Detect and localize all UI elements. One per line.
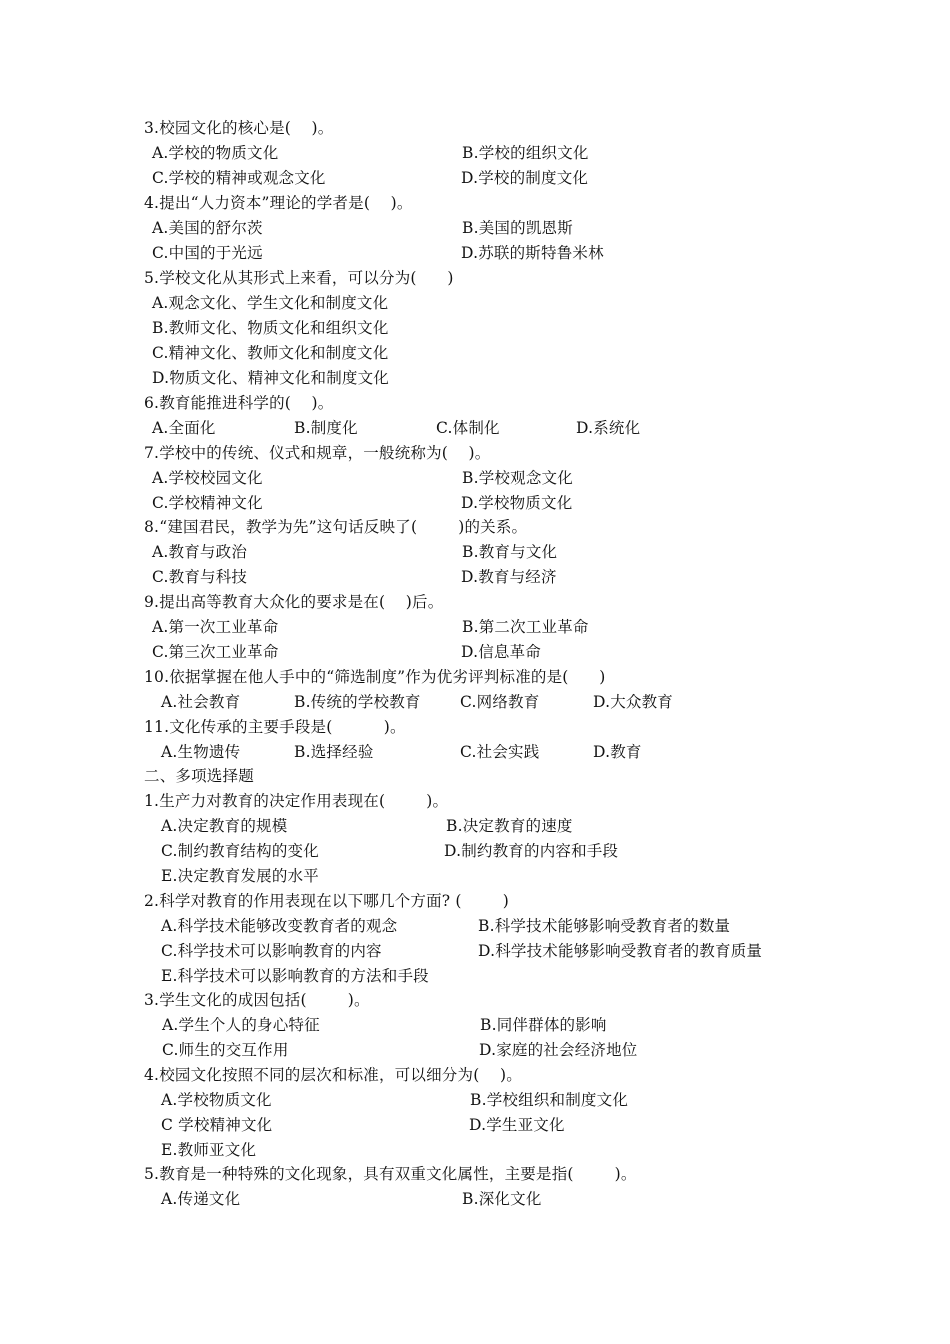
question-8-stem [0,515,950,540]
option-row [0,491,950,516]
option-b: B.科学技术能够影响受教育者的数量 [478,917,731,935]
option-e: E.教师亚文化 [161,1141,257,1159]
option-row [0,341,950,366]
question-text: 3.学生文化的成因包括( )。 [144,991,370,1009]
question-text: 10.依据掌握在他人手中的“筛选制度”作为优劣评判标准的是( ) [144,668,606,686]
option-b: B.决定教育的速度 [446,817,573,835]
option-c: C.师生的交互作用 [162,1041,289,1059]
option-c: C.精神文化、教师文化和制度文化 [152,344,389,362]
option-d: D.家庭的社会经济地位 [479,1041,638,1059]
option-row [0,1013,950,1038]
mc-question-4-stem [0,1063,950,1088]
option-row [0,1187,950,1212]
option-b: B.同伴群体的影响 [480,1016,607,1034]
option-a: A.学生个人的身心特征 [162,1016,320,1034]
option-e: E.科学技术可以影响教育的方法和手段 [161,967,429,985]
option-row [0,216,950,241]
option-c: C.学校的精神或观念文化 [152,169,326,187]
option-row [0,740,950,765]
option-a: A.传递文化 [161,1190,241,1208]
option-a: A.生物遗传 [161,743,241,761]
question-10-stem [0,665,950,690]
option-row [0,1113,950,1138]
option-d: D.物质文化、精神文化和制度文化 [152,369,390,387]
option-a: A.第一次工业革命 [152,618,279,636]
option-row [0,964,950,989]
option-d: D.学校的制度文化 [461,169,589,187]
question-text: 7.学校中的传统、仪式和规章，一般统称为( )。 [144,444,491,462]
option-c: C.网络教育 [460,693,540,711]
question-text: 2.科学对教育的作用表现在以下哪几个方面? ( ) [144,892,509,910]
question-text: 5.教育是一种特殊的文化现象，具有双重文化属性，主要是指( )。 [144,1165,637,1183]
option-row [0,1138,950,1163]
option-row [0,814,950,839]
question-3-stem [0,116,950,141]
question-9-stem [0,590,950,615]
option-row [0,939,950,964]
option-b: B.美国的凯恩斯 [462,219,573,237]
option-d: D.学生亚文化 [469,1116,565,1134]
option-row [0,241,950,266]
option-row [0,839,950,864]
option-d: D.教育 [593,743,642,761]
option-row [0,540,950,565]
option-c: C.社会实践 [460,743,540,761]
mc-question-3-stem [0,988,950,1013]
section-heading [0,764,950,789]
question-6-stem [0,391,950,416]
option-c: C.中国的于光远 [152,244,263,262]
option-row [0,416,950,441]
question-text: 1.生产力对教育的决定作用表现在( )。 [144,792,449,810]
option-d: D.学校物质文化 [461,494,573,512]
option-b: B.第二次工业革命 [462,618,589,636]
option-a: A.社会教育 [161,693,241,711]
option-d: D.制约教育的内容和手段 [444,842,619,860]
option-a: A.学校的物质文化 [152,144,279,162]
question-text: 9.提出高等教育大众化的要求是在( )后。 [144,593,444,611]
option-b: B.选择经验 [294,743,374,761]
option-c: C.科学技术可以影响教育的内容 [161,942,382,960]
mc-question-1-stem [0,789,950,814]
question-text: 4.提出“人力资本”理论的学者是( )。 [144,194,413,212]
question-5-stem [0,266,950,291]
option-row [0,690,950,715]
question-text: 6.教育能推进科学的( )。 [144,394,334,412]
mc-question-2-stem [0,889,950,914]
question-text: 3.校园文化的核心是( )。 [144,119,334,137]
option-a: A.科学技术能够改变教育者的观念 [161,917,398,935]
option-row [0,291,950,316]
option-row [0,640,950,665]
option-b: B.制度化 [294,419,358,437]
option-a: A.决定教育的规模 [161,817,288,835]
option-d: D.大众教育 [593,693,674,711]
option-row [0,466,950,491]
option-b: B.教育与文化 [462,543,558,561]
option-b: B.学校的组织文化 [462,144,589,162]
mc-question-5-stem [0,1162,950,1187]
option-a: A.学校校园文化 [152,469,263,487]
option-c: C.学校精神文化 [152,494,263,512]
option-d: D.教育与经济 [461,568,557,586]
option-d: D.信息革命 [461,643,542,661]
option-b: B.学校观念文化 [462,469,573,487]
option-c: C.教育与科技 [152,568,248,586]
option-row [0,1088,950,1113]
option-c: C.第三次工业革命 [152,643,279,661]
option-a: A.教育与政治 [152,543,248,561]
option-row [0,615,950,640]
question-7-stem [0,441,950,466]
question-text: 11.文化传承的主要手段是( )。 [144,718,406,736]
section-title: 二、多项选择题 [144,767,254,785]
option-a: A.观念文化、学生文化和制度文化 [152,294,389,312]
question-4-stem [0,191,950,216]
option-a: A.全面化 [152,419,216,437]
option-c: C.制约教育结构的变化 [161,842,319,860]
option-row [0,166,950,191]
option-c: C.体制化 [436,419,500,437]
question-text: 4.校园文化按照不同的层次和标准，可以细分为( )。 [144,1066,522,1084]
question-text: 5.学校文化从其形式上来看，可以分为( ) [144,269,454,287]
option-row [0,1038,950,1063]
option-a: A.美国的舒尔茨 [152,219,263,237]
option-row [0,316,950,341]
option-d: D.苏联的斯特鲁米林 [461,244,604,262]
option-b: B.深化文化 [462,1190,542,1208]
option-b: B.学校组织和制度文化 [470,1091,629,1109]
option-a: A.学校物质文化 [161,1091,272,1109]
option-d: D.科学技术能够影响受教育者的教育质量 [478,942,763,960]
question-text: 8.“建国君民，教学为先”这句话反映了( )的关系。 [144,518,528,536]
option-e: E.决定教育发展的水平 [161,867,319,885]
option-row [0,141,950,166]
option-b: B.教师文化、物质文化和组织文化 [152,319,389,337]
question-11-stem [0,715,950,740]
option-c: C 学校精神文化 [161,1116,273,1134]
option-b: B.传统的学校教育 [294,693,421,711]
option-row [0,864,950,889]
option-d: D.系统化 [576,419,641,437]
option-row [0,914,950,939]
option-row [0,366,950,391]
option-row [0,565,950,590]
